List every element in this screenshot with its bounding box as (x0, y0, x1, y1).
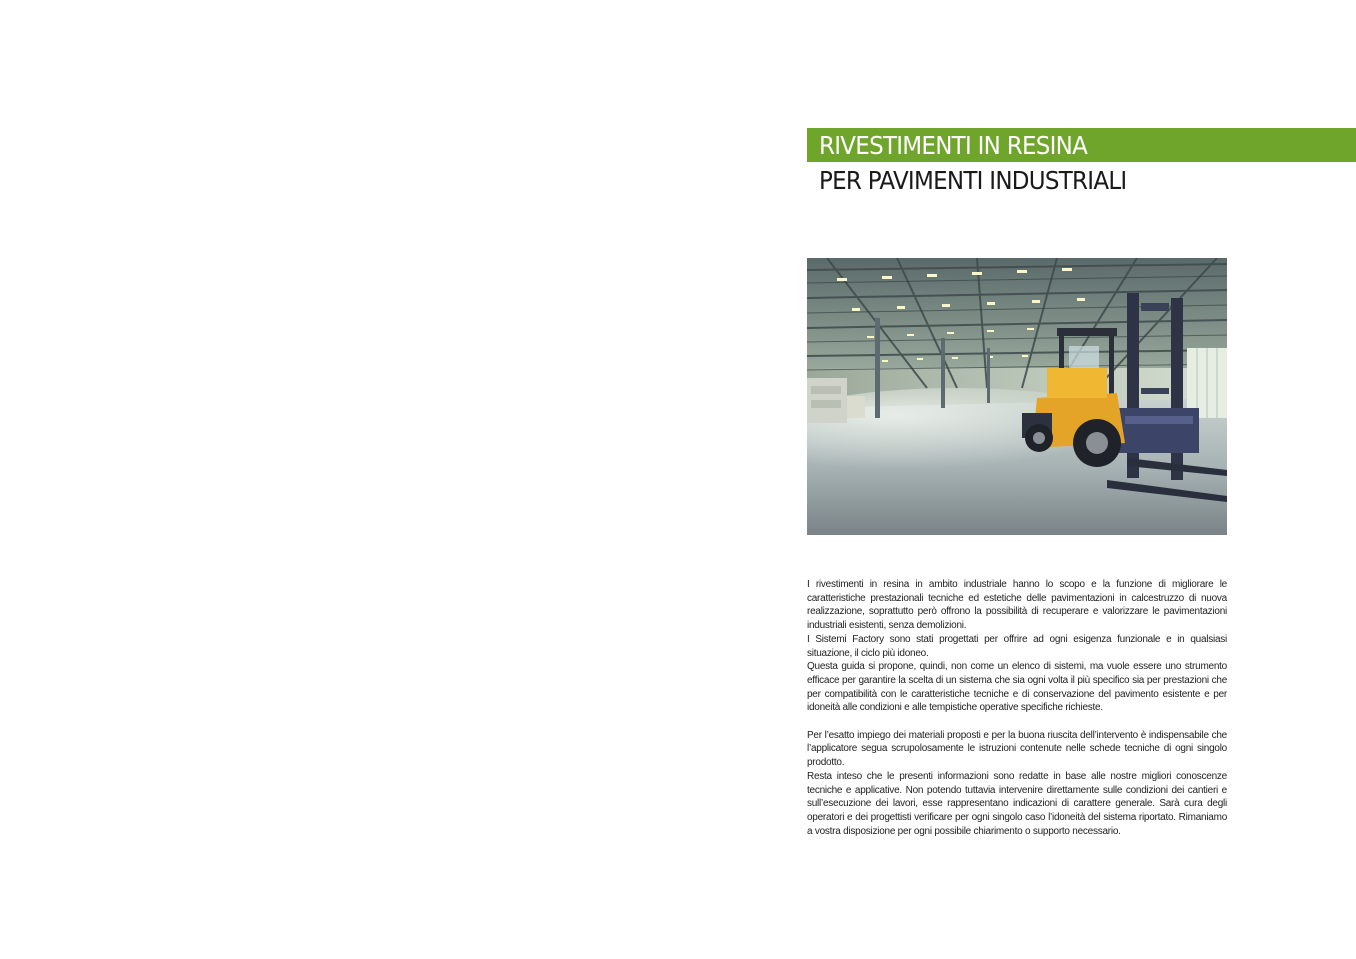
paragraph: Per l’esatto impiego dei materiali proposti e per la buona riuscita dell’intervento è indispensabile che l’applicatore segua scrupolosamente le istruzioni contenute nelle schede tecniche di ogni singolo prodotto. (807, 729, 1227, 769)
paragraph: Questa guida si propone, quindi, non come un elenco di sistemi, ma vuole essere uno strumento efficace per garantire la scelta di un sistema che sia ogni volta il più specifico sia per prestazioni che per compatibilità con le caratteristiche tecniche e di conservazione del pavimento esistente e per idoneità alle condizioni e alle tempistiche operative specifiche richieste. (807, 661, 1227, 714)
page-title: RIVESTIMENTI IN RESINA (819, 131, 1088, 160)
intro-text (807, 578, 1227, 838)
warehouse-forklift-image (807, 258, 1227, 535)
paragraph: I Sistemi Factory sono stati progettati per offrire ad ogni esigenza funzionale e in qualsiasi situazione, il ciclo più idoneo. (807, 633, 1227, 659)
paragraph: I rivestimenti in resina in ambito industriale hanno lo scopo e la funzione di migliorare le caratteristiche prestazionali tecniche ed estetiche delle pavimentazioni in calcestruzzo di nuova realizzazione, soprattutto però offrono la possibilità di recuperare e valorizzare le pavimentazioni industriali esistenti, senza demolizioni. (807, 579, 1227, 632)
paragraph: Resta inteso che le presenti informazioni sono redatte in base alle nostre migliori conoscenze tecniche e applicative. Non potendo tuttavia intervenire direttamente sulle condizioni dei cantieri e sull’esecuzione dei lavori, esse rappresentano indicazioni di carattere generale. Sarà cura degli operatori e dei progettisti verificare per ogni singolo caso l’idoneità del sistema riportato. Rimaniamo a vostra disposizione per ogni possibile chiarimento o supporto necessario. (807, 770, 1227, 837)
page-subtitle: PER PAVIMENTI INDUSTRIALI (819, 166, 1127, 195)
